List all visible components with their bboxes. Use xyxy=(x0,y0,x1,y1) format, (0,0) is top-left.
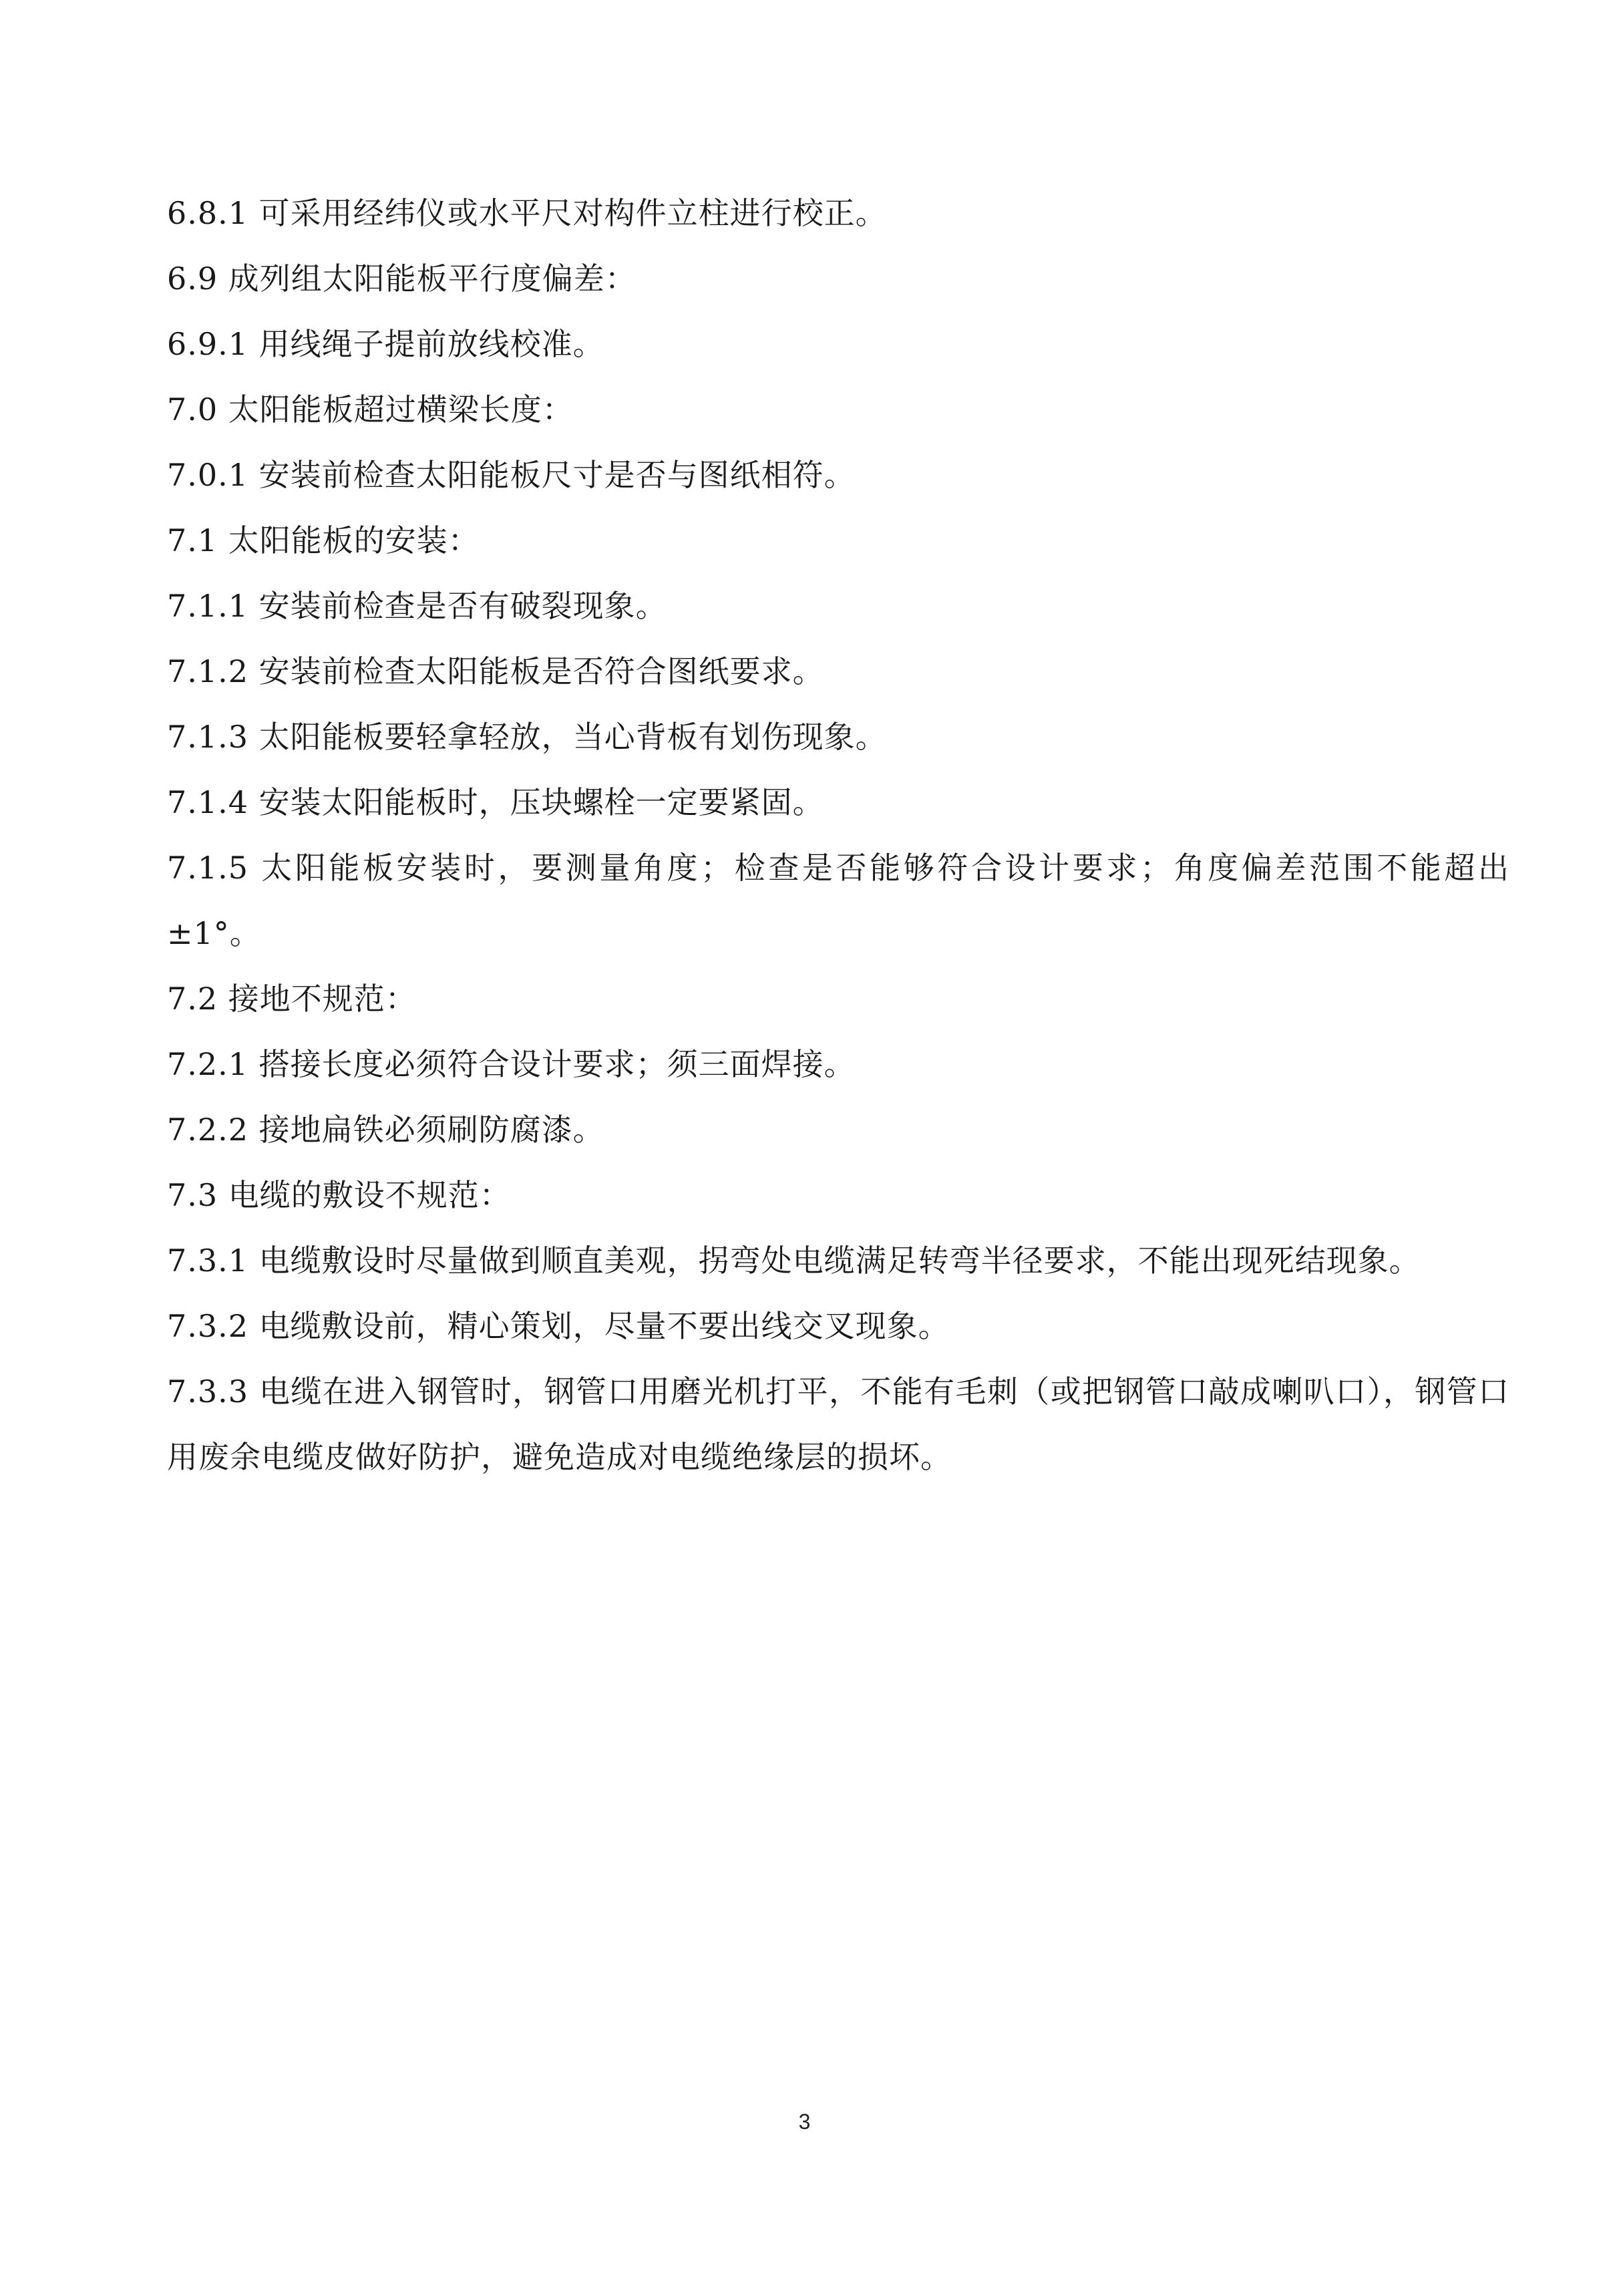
heading-7-2: 7.2 接地不规范： xyxy=(167,981,417,1017)
heading-6-9: 6.9 成列组太阳能板平行度偏差： xyxy=(167,261,637,297)
paragraph-7-3-3: 7.3.3 电缆在进入钢管时，钢管口用磨光机打平，不能有毛刺（或把钢管口敲成喇叭口），钢管口用废余电缆皮做好防护，避免造成对电缆绝缘层的损坏。 xyxy=(167,1373,1509,1475)
heading-7-1: 7.1 太阳能板的安装： xyxy=(167,522,480,558)
paragraph-7-1-3: 7.1.3 太阳能板要轻拿轻放，当心背板有划伤现象。 xyxy=(167,719,887,755)
heading-7-0: 7.0 太阳能板超过横梁长度： xyxy=(167,391,574,428)
paragraph-7-3-1: 7.3.1 电缆敷设时尽量做到顺直美观，拐弯处电缆满足转弯半径要求，不能出现死结现象。 xyxy=(167,1243,1421,1279)
paragraph-7-1-1: 7.1.1 安装前检查是否有破裂现象。 xyxy=(167,588,667,624)
heading-7-3: 7.3 电缆的敷设不规范： xyxy=(167,1177,511,1213)
paragraph-7-1-5: 7.1.5 太阳能板安装时，要测量角度；检查是否能够符合设计要求；角度偏差范围不能超出±1°。 xyxy=(167,850,1509,951)
paragraph-7-1-2: 7.1.2 安装前检查太阳能板是否符合图纸要求。 xyxy=(167,653,824,689)
paragraph-6-9-1: 6.9.1 用线绳子提前放线校准。 xyxy=(167,326,604,362)
document-body xyxy=(167,180,1509,1490)
paragraph-7-2-2: 7.2.2 接地扁铁必须刷防腐漆。 xyxy=(167,1112,604,1148)
page-number: 3 xyxy=(798,2110,811,2134)
paragraph-6-8-1: 6.8.1 可采用经纬仪或水平尺对构件立柱进行校正。 xyxy=(167,195,887,231)
paragraph-7-2-1: 7.2.1 搭接长度必须符合设计要求；须三面焊接。 xyxy=(167,1046,856,1082)
paragraph-7-0-1: 7.0.1 安装前检查太阳能板尺寸是否与图纸相符。 xyxy=(167,457,856,493)
paragraph-7-1-4: 7.1.4 安装太阳能板时，压块螺栓一定要紧固。 xyxy=(167,784,824,820)
paragraph-7-3-2: 7.3.2 电缆敷设前，精心策划，尽量不要出线交叉现象。 xyxy=(167,1308,950,1344)
